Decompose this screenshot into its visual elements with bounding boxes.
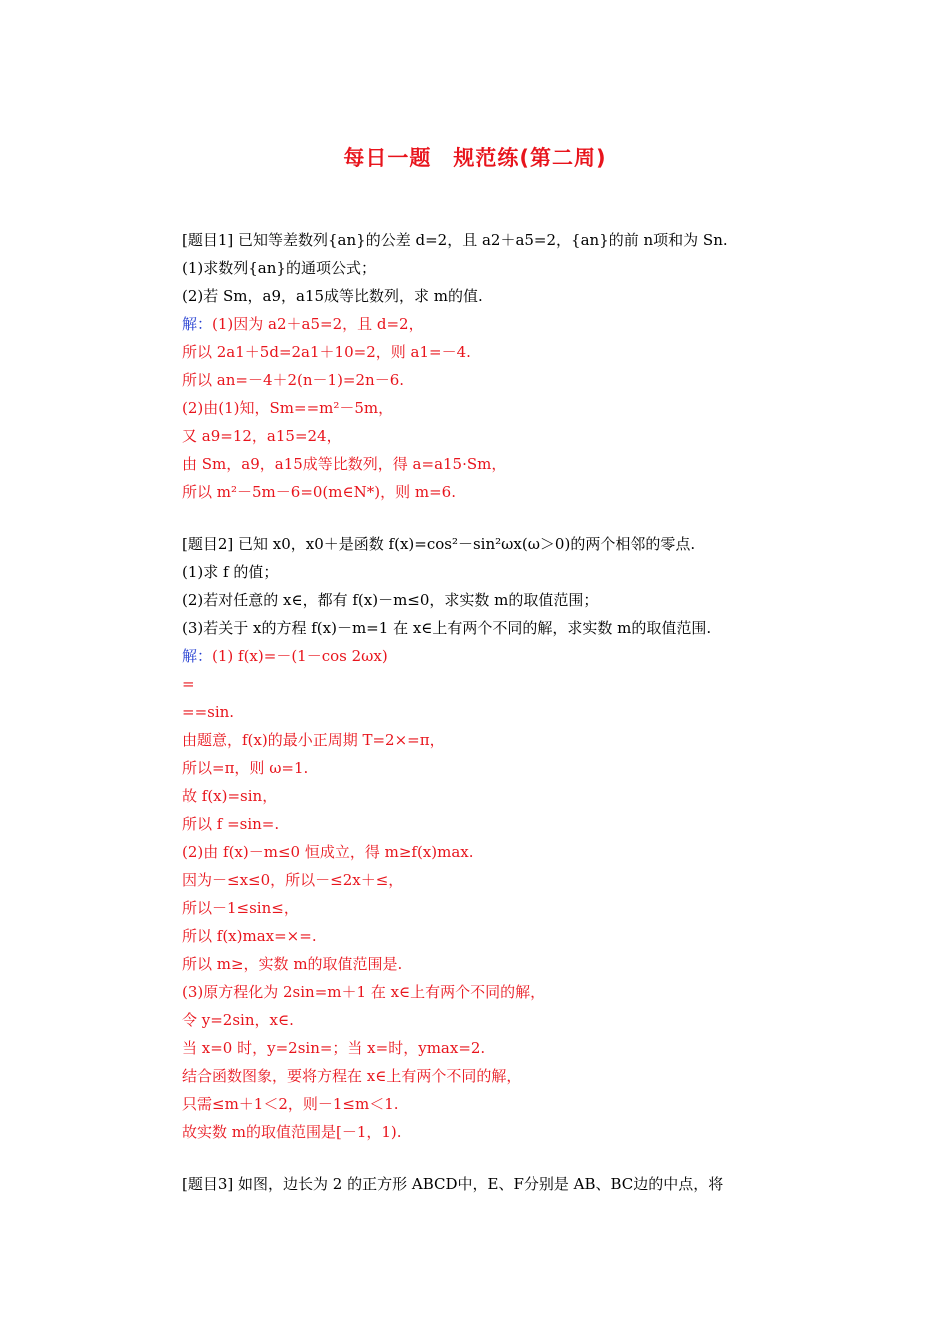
- solution-line: 所以 m≥，实数 m的取值范围是.: [182, 955, 403, 973]
- solution-line: 由 Sm，a9，a15成等比数列，得 a=a15·Sm，: [182, 455, 507, 473]
- solution-line: 所以 f(x)max=×=.: [182, 927, 317, 945]
- problem-1-part-2: (2)若 Sm，a9，a15成等比数列，求 m的值.: [182, 287, 483, 305]
- solution-line: 所以 2a1＋5d=2a1＋10=2，则 a1=－4.: [182, 343, 471, 361]
- solution-line: 所以－1≤sin≤，: [182, 899, 299, 917]
- problem-3: [182, 1170, 842, 1198]
- solution-label: 解：: [182, 315, 213, 333]
- solution-line: ==sin.: [182, 703, 235, 721]
- solution-line: 又 a9=12，a15=24，: [182, 427, 342, 445]
- document-body: [182, 226, 842, 1222]
- problem-2-solution-first-line: [182, 642, 842, 670]
- solution-line: 所以 an=－4＋2(n－1)=2n－6.: [182, 371, 405, 389]
- solution-line: 所以 f =sin=.: [182, 815, 280, 833]
- solution-line: 由题意，f(x)的最小正周期 T=2×=π，: [182, 731, 445, 749]
- problem-1: [182, 226, 842, 506]
- solution-line: 所以 m²－5m－6=0(m∈N*)，则 m=6.: [182, 483, 456, 501]
- solution-text: (1) f(x)=－(1－cos 2ωx): [212, 647, 388, 665]
- solution-line: 所以=π，则 ω=1.: [182, 759, 309, 777]
- problem-2: [182, 530, 842, 1146]
- problem-1-part-1: (1)求数列{an}的通项公式；: [182, 259, 376, 277]
- problem-2-statement: [题目2] 已知 x0，x0＋是函数 f(x)=cos²－sin²ωx(ω＞0)的两个相邻的零点.: [182, 535, 696, 553]
- solution-line: 因为－≤x≤0，所以－≤2x＋≤，: [182, 871, 404, 889]
- solution-line: (2)由 f(x)－m≤0 恒成立，得 m≥f(x)max.: [182, 843, 474, 861]
- problem-1-statement: [题目1] 已知等差数列{an}的公差 d=2，且 a2＋a5=2，{an}的前 n项和为 Sn.: [182, 231, 728, 249]
- solution-line: 只需≤m＋1＜2，则－1≤m＜1.: [182, 1095, 399, 1113]
- solution-line: (2)由(1)知，Sm==m²－5m，: [182, 399, 394, 417]
- problem-2-part-3: (3)若关于 x的方程 f(x)－m=1 在 x∈上有两个不同的解，求实数 m的取值范围.: [182, 619, 712, 637]
- problem-1-solution-first-line: [182, 310, 842, 338]
- solution-line: 故实数 m的取值范围是[－1，1).: [182, 1123, 402, 1141]
- solution-line: 令 y=2sin，x∈.: [182, 1011, 294, 1029]
- page-title: 每日一题 规范练(第二周): [343, 146, 607, 170]
- solution-line: =: [182, 675, 195, 693]
- solution-label: 解：: [182, 647, 213, 665]
- problem-3-statement: [题目3] 如图，边长为 2 的正方形 ABCD中，E、F分别是 AB、BC边的中点，将: [182, 1175, 724, 1193]
- solution-text: (1)因为 a2＋a5=2，且 d=2，: [212, 315, 424, 333]
- solution-line: (3)原方程化为 2sin=m＋1 在 x∈上有两个不同的解，: [182, 983, 546, 1001]
- solution-line: 结合函数图象，要将方程在 x∈上有两个不同的解，: [182, 1067, 522, 1085]
- solution-line: 故 f(x)=sin，: [182, 787, 278, 805]
- problem-2-part-2: (2)若对任意的 x∈，都有 f(x)－m≤0，求实数 m的取值范围；: [182, 591, 599, 609]
- solution-line: 当 x=0 时，y=2sin=；当 x=时，ymax=2.: [182, 1039, 486, 1057]
- problem-2-part-1: (1)求 f 的值；: [182, 563, 279, 581]
